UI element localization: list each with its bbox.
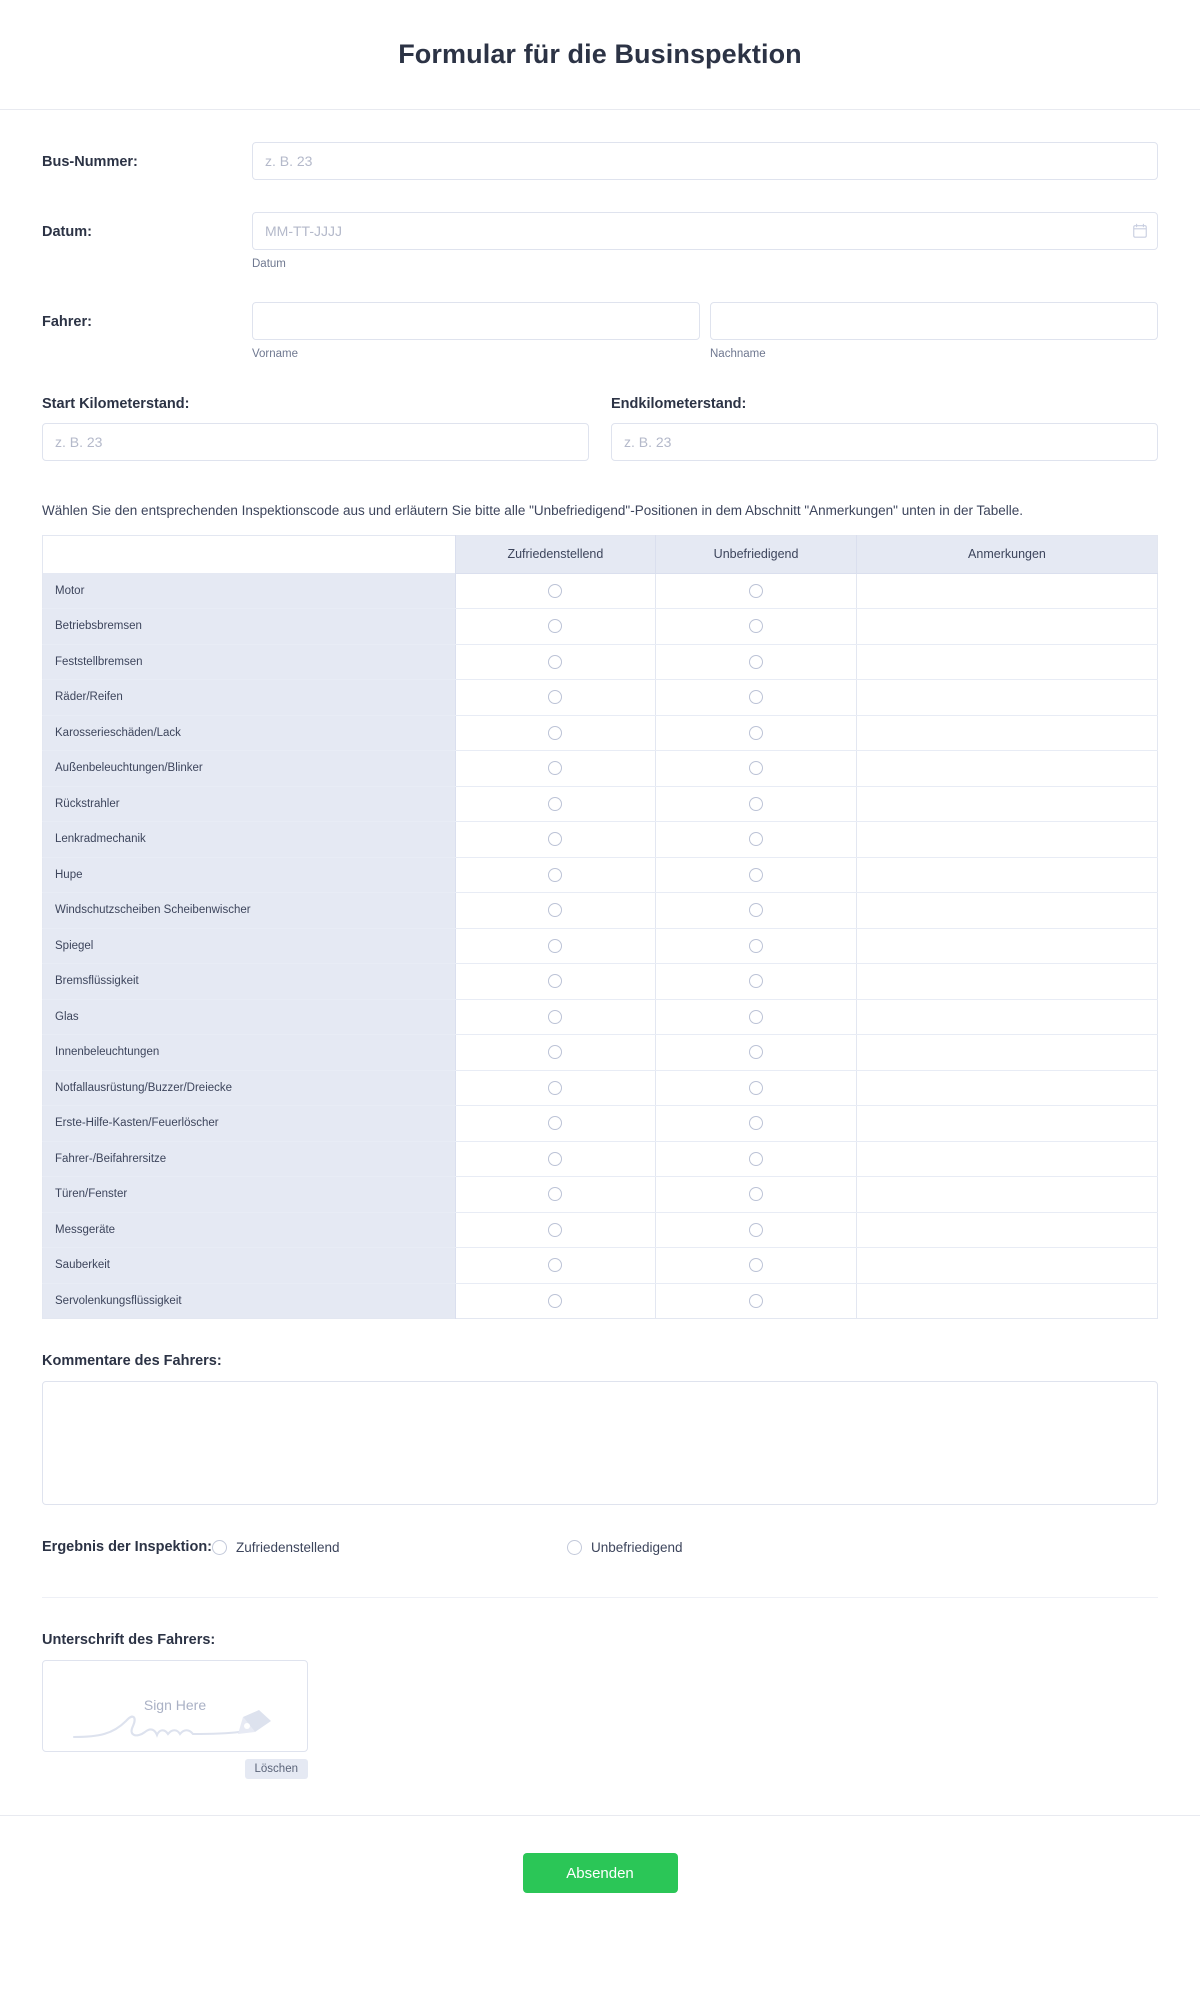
radio-cell-satisfactory[interactable]	[455, 964, 656, 1000]
radio-icon[interactable]	[749, 761, 763, 775]
table-row	[43, 715, 1158, 751]
radio-icon[interactable]	[548, 584, 562, 598]
radio-icon[interactable]	[749, 584, 763, 598]
result-option-satisfactory-label: Zufriedenstellend	[236, 1539, 340, 1555]
inspection-item-label: Räder/Reifen	[43, 680, 456, 716]
form-body	[0, 110, 1200, 1779]
radio-icon[interactable]	[548, 797, 562, 811]
table-header-corner	[43, 535, 456, 573]
inspection-item-label: Fahrer-/Beifahrersitze	[43, 1141, 456, 1177]
table-row	[43, 1106, 1158, 1142]
radio-cell-satisfactory[interactable]	[455, 786, 656, 822]
radio-cell-unsatisfactory[interactable]	[656, 893, 857, 929]
radio-icon[interactable]	[548, 1294, 562, 1308]
radio-icon[interactable]	[567, 1540, 582, 1555]
radio-cell-satisfactory[interactable]	[455, 680, 656, 716]
driver-first-name-sub-label: Vorname	[252, 348, 299, 360]
notes-cell[interactable]	[856, 1248, 1157, 1284]
notes-cell[interactable]	[856, 751, 1157, 787]
table-row	[43, 999, 1158, 1035]
radio-icon[interactable]	[749, 655, 763, 669]
inspection-item-label: Hupe	[43, 857, 456, 893]
inspection-item-label: Karosserieschäden/Lack	[43, 715, 456, 751]
inspection-item-label: Rückstrahler	[43, 786, 456, 822]
radio-icon[interactable]	[548, 903, 562, 917]
inspection-item-label: Türen/Fenster	[43, 1177, 456, 1213]
mileage-section	[42, 360, 1158, 461]
inspection-item-label: Erste-Hilfe-Kasten/Feuerlöscher	[43, 1106, 456, 1142]
radio-icon[interactable]	[548, 1045, 562, 1059]
radio-icon[interactable]	[749, 726, 763, 740]
radio-icon[interactable]	[548, 974, 562, 988]
inspection-item-label: Spiegel	[43, 928, 456, 964]
result-option-satisfactory[interactable]	[212, 1540, 567, 1555]
radio-cell-unsatisfactory[interactable]	[656, 1106, 857, 1142]
notes-cell[interactable]	[856, 822, 1157, 858]
notes-cell[interactable]	[856, 1035, 1157, 1071]
result-option-unsatisfactory[interactable]	[567, 1540, 683, 1555]
notes-cell[interactable]	[856, 609, 1157, 645]
end-mileage-input[interactable]	[611, 423, 1158, 461]
field-driver	[42, 270, 1158, 360]
radio-cell-unsatisfactory[interactable]	[656, 1070, 857, 1106]
radio-icon[interactable]	[548, 1152, 562, 1166]
radio-icon[interactable]	[749, 1116, 763, 1130]
inspection-table	[42, 535, 1158, 1320]
inspection-item-label: Feststellbremsen	[43, 644, 456, 680]
radio-cell-satisfactory[interactable]	[455, 822, 656, 858]
inspection-result-label: Ergebnis der Inspektion:	[42, 1539, 212, 1556]
notes-cell[interactable]	[856, 928, 1157, 964]
form-header	[0, 0, 1200, 110]
inspection-item-label: Betriebsbremsen	[43, 609, 456, 645]
driver-comments-label: Kommentare des Fahrers:	[42, 1353, 222, 1370]
radio-cell-unsatisfactory[interactable]	[656, 786, 857, 822]
inspection-item-label: Messgeräte	[43, 1212, 456, 1248]
radio-icon[interactable]	[548, 1258, 562, 1272]
radio-icon[interactable]	[548, 1116, 562, 1130]
table-row	[43, 1248, 1158, 1284]
notes-cell[interactable]	[856, 786, 1157, 822]
table-row	[43, 928, 1158, 964]
radio-icon[interactable]	[749, 832, 763, 846]
inspection-item-label: Innenbeleuchtungen	[43, 1035, 456, 1071]
table-row	[43, 1035, 1158, 1071]
radio-cell-satisfactory[interactable]	[455, 1177, 656, 1213]
radio-cell-satisfactory[interactable]	[455, 609, 656, 645]
radio-cell-satisfactory[interactable]	[455, 928, 656, 964]
radio-icon[interactable]	[749, 1152, 763, 1166]
radio-icon[interactable]	[548, 726, 562, 740]
radio-cell-satisfactory[interactable]	[455, 857, 656, 893]
radio-cell-satisfactory[interactable]	[455, 1212, 656, 1248]
date-input[interactable]	[252, 212, 1158, 250]
radio-cell-satisfactory[interactable]	[455, 644, 656, 680]
driver-comments-section	[42, 1319, 1158, 1505]
notes-cell[interactable]	[856, 857, 1157, 893]
inspection-item-label: Sauberkeit	[43, 1248, 456, 1284]
table-row	[43, 964, 1158, 1000]
date-sub-label: Datum	[252, 258, 286, 270]
inspection-table-body	[43, 573, 1158, 1319]
signature-label: Unterschrift des Fahrers:	[42, 1632, 216, 1649]
radio-cell-unsatisfactory[interactable]	[656, 751, 857, 787]
radio-icon[interactable]	[548, 690, 562, 704]
radio-cell-satisfactory[interactable]	[455, 1283, 656, 1319]
radio-cell-unsatisfactory[interactable]	[656, 928, 857, 964]
table-row	[43, 609, 1158, 645]
radio-cell-unsatisfactory[interactable]	[656, 1212, 857, 1248]
start-mileage-label: Start Kilometerstand:	[42, 396, 190, 412]
radio-icon[interactable]	[749, 1187, 763, 1201]
notes-cell[interactable]	[856, 1177, 1157, 1213]
bus-number-label: Bus-Nummer:	[42, 154, 138, 170]
notes-cell[interactable]	[856, 1283, 1157, 1319]
radio-icon[interactable]	[548, 1223, 562, 1237]
driver-first-name-input[interactable]	[252, 302, 700, 340]
notes-cell[interactable]	[856, 1106, 1157, 1142]
radio-icon[interactable]	[749, 619, 763, 633]
radio-icon[interactable]	[749, 974, 763, 988]
table-row	[43, 893, 1158, 929]
notes-cell[interactable]	[856, 1070, 1157, 1106]
notes-cell[interactable]	[856, 999, 1157, 1035]
table-row	[43, 857, 1158, 893]
radio-cell-unsatisfactory[interactable]	[656, 1035, 857, 1071]
notes-cell[interactable]	[856, 680, 1157, 716]
radio-cell-unsatisfactory[interactable]	[656, 644, 857, 680]
radio-cell-satisfactory[interactable]	[455, 893, 656, 929]
field-date	[42, 180, 1158, 270]
radio-cell-satisfactory[interactable]	[455, 1106, 656, 1142]
radio-icon[interactable]	[548, 1081, 562, 1095]
radio-cell-unsatisfactory[interactable]	[656, 1248, 857, 1284]
radio-icon[interactable]	[749, 1223, 763, 1237]
signature-section	[42, 1598, 1158, 1779]
radio-icon[interactable]	[749, 690, 763, 704]
signature-pen-icon	[71, 1707, 281, 1752]
radio-cell-unsatisfactory[interactable]	[656, 964, 857, 1000]
radio-icon[interactable]	[749, 868, 763, 882]
radio-cell-unsatisfactory[interactable]	[656, 609, 857, 645]
inspection-table-head	[43, 535, 1158, 573]
table-row	[43, 644, 1158, 680]
radio-icon[interactable]	[548, 619, 562, 633]
radio-cell-satisfactory[interactable]	[455, 1248, 656, 1284]
inspection-item-label: Motor	[43, 573, 456, 609]
instruction-text: Wählen Sie den entsprechenden Inspektionscode aus und erläutern Sie bitte alle "Unbefriedigend"-Positionen in dem Abschnitt "Anmerkungen" unten in der Tabelle.	[42, 503, 1024, 518]
driver-last-name-sub-label: Nachname	[710, 348, 766, 360]
start-mileage-input[interactable]	[42, 423, 589, 461]
radio-cell-satisfactory[interactable]	[455, 1141, 656, 1177]
inspection-item-label: Glas	[43, 999, 456, 1035]
signature-pad[interactable]	[42, 1660, 308, 1752]
signature-hint: Sign Here	[143, 1697, 207, 1714]
field-start-mileage	[42, 396, 589, 461]
radio-cell-unsatisfactory[interactable]	[656, 857, 857, 893]
radio-cell-satisfactory[interactable]	[455, 751, 656, 787]
notes-cell[interactable]	[856, 715, 1157, 751]
radio-cell-unsatisfactory[interactable]	[656, 573, 857, 609]
table-row	[43, 1070, 1158, 1106]
driver-last-name-input[interactable]	[710, 302, 1158, 340]
radio-cell-satisfactory[interactable]	[455, 715, 656, 751]
radio-icon[interactable]	[749, 1045, 763, 1059]
table-row	[43, 680, 1158, 716]
radio-cell-unsatisfactory[interactable]	[656, 1177, 857, 1213]
radio-icon[interactable]	[749, 1294, 763, 1308]
table-header-unsatisfactory: Unbefriedigend	[656, 535, 857, 573]
inspection-item-label: Windschutzscheiben Scheibenwischer	[43, 893, 456, 929]
radio-icon[interactable]	[749, 1010, 763, 1024]
radio-cell-unsatisfactory[interactable]	[656, 1141, 857, 1177]
notes-cell[interactable]	[856, 964, 1157, 1000]
driver-label: Fahrer:	[42, 314, 92, 330]
date-label: Datum:	[42, 224, 92, 240]
inspection-item-label: Lenkradmechanik	[43, 822, 456, 858]
end-mileage-label: Endkilometerstand:	[611, 396, 747, 412]
table-row	[43, 786, 1158, 822]
table-row	[43, 1283, 1158, 1319]
notes-cell[interactable]	[856, 1212, 1157, 1248]
table-row	[43, 751, 1158, 787]
radio-icon[interactable]	[749, 939, 763, 953]
table-row	[43, 1141, 1158, 1177]
driver-comments-textarea[interactable]	[42, 1381, 1158, 1505]
radio-cell-satisfactory[interactable]	[455, 573, 656, 609]
submit-button[interactable]: Absenden	[523, 1853, 678, 1893]
notes-cell[interactable]	[856, 573, 1157, 609]
table-row	[43, 822, 1158, 858]
radio-icon[interactable]	[749, 1081, 763, 1095]
table-header-satisfactory: Zufriedenstellend	[455, 535, 656, 573]
page-title: Formular für die Businspektion	[398, 39, 802, 69]
inspection-item-label: Bremsflüssigkeit	[43, 964, 456, 1000]
radio-icon[interactable]	[212, 1540, 227, 1555]
radio-cell-satisfactory[interactable]	[455, 1070, 656, 1106]
radio-icon[interactable]	[749, 903, 763, 917]
signature-clear-button[interactable]: Löschen	[245, 1759, 308, 1779]
radio-icon[interactable]	[548, 1010, 562, 1024]
form-footer	[0, 1815, 1200, 1930]
radio-cell-unsatisfactory[interactable]	[656, 822, 857, 858]
inspection-item-label: Außenbeleuchtungen/Blinker	[43, 751, 456, 787]
result-option-unsatisfactory-label: Unbefriedigend	[591, 1539, 683, 1555]
radio-icon[interactable]	[548, 868, 562, 882]
radio-icon[interactable]	[548, 1187, 562, 1201]
table-row	[43, 1177, 1158, 1213]
inspection-item-label: Notfallausrüstung/Buzzer/Dreiecke	[43, 1070, 456, 1106]
radio-icon[interactable]	[749, 797, 763, 811]
radio-icon[interactable]	[749, 1258, 763, 1272]
table-header-row	[43, 535, 1158, 573]
field-end-mileage	[611, 396, 1158, 461]
bus-number-input[interactable]	[252, 142, 1158, 180]
radio-icon[interactable]	[548, 761, 562, 775]
radio-icon[interactable]	[548, 939, 562, 953]
inspection-result-section	[42, 1505, 1158, 1555]
radio-cell-satisfactory[interactable]	[455, 999, 656, 1035]
radio-cell-unsatisfactory[interactable]	[656, 999, 857, 1035]
inspection-item-label: Servolenkungsflüssigkeit	[43, 1283, 456, 1319]
notes-cell[interactable]	[856, 644, 1157, 680]
radio-cell-unsatisfactory[interactable]	[656, 1283, 857, 1319]
notes-cell[interactable]	[856, 893, 1157, 929]
radio-icon[interactable]	[548, 655, 562, 669]
field-bus-number	[42, 110, 1158, 180]
radio-icon[interactable]	[548, 832, 562, 846]
radio-cell-unsatisfactory[interactable]	[656, 715, 857, 751]
table-header-notes: Anmerkungen	[856, 535, 1157, 573]
table-row	[43, 1212, 1158, 1248]
radio-cell-unsatisfactory[interactable]	[656, 680, 857, 716]
notes-cell[interactable]	[856, 1141, 1157, 1177]
table-row	[43, 573, 1158, 609]
radio-cell-satisfactory[interactable]	[455, 1035, 656, 1071]
